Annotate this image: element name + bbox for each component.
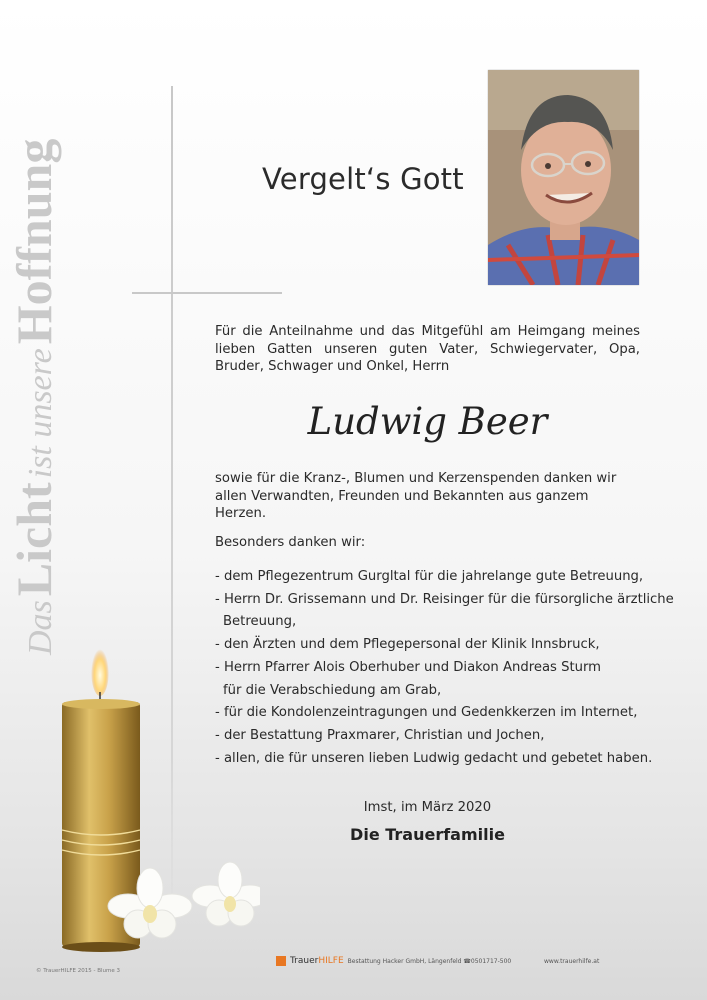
footer-copyright: © TrauerHILFE 2015 - Blume 3 [36, 968, 121, 974]
list-item: - allen, die für unseren lieben Ludwig gedacht und gebetet haben. [215, 750, 653, 766]
list-item: - den Ärzten und dem Pflegepersonal der Klinik Innsbruck, [215, 637, 600, 653]
logo-text [290, 956, 344, 966]
place-date: Imst, im März 2020 [363, 800, 492, 815]
vertical-motto [5, 139, 63, 655]
list-item: Betreuung, [223, 614, 297, 630]
list-item: - dem Pflegezentrum Gurgltal für die jahrelange gute Betreuung, [215, 569, 644, 584]
list-item: - für die Kondolenzeintragungen und Gedenkkerzen im Internet, [215, 705, 638, 721]
logo-word-b: HILFE [318, 956, 344, 966]
cross-horizontal-line [132, 292, 282, 294]
logo-word-a: Trauer [290, 956, 319, 966]
motto-ist-unsere: ist unsere [22, 348, 59, 479]
motto-das: Das [22, 600, 59, 655]
besonders-heading: Besonders danken wir: [215, 535, 366, 550]
deceased-name: Ludwig Beer [307, 400, 548, 443]
trauerhilfe-logo-icon [276, 956, 286, 966]
publisher-text: Bestattung Hacker GmbH, Längenfeld ☎0501717-500 [347, 957, 512, 965]
list-item: - der Bestattung Praxmarer, Christian und Jochen, [215, 727, 545, 743]
portrait-icon [488, 70, 639, 285]
motto-hoffnung: Hoffnung [6, 138, 62, 345]
footer-publisher [276, 955, 511, 967]
footer-website[interactable]: www.trauerhilfe.at [544, 957, 600, 965]
thanks-text: sowie für die Kranz-, Blumen und Kerzenspenden danken wir allen Verwandten, Freunden und Bekannten aus ganzem Herzen. [215, 471, 617, 521]
candle-icon [40, 640, 260, 960]
intro-text: Für die Anteilnahme und das Mitgefühl am Heimgang meines lieben Gatten unseren guten Vater, Schwiegervater, Opa, Bruder, Schwager und Onkel, Herrn [215, 324, 640, 374]
candle-illustration [40, 640, 170, 960]
list-item: - Herrn Pfarrer Alois Oberhuber und Diakon Andreas Sturm [215, 659, 602, 675]
page-title: Vergelt‘s Gott [262, 162, 464, 196]
signature: Die Trauerfamilie [350, 825, 505, 844]
list-item: - Herrn Dr. Grissemann und Dr. Reisinger für die fürsorgliche ärztliche [215, 591, 674, 607]
motto-licht: Licht [6, 482, 62, 597]
list-item: für die Verabschiedung am Grab, [223, 682, 442, 698]
portrait-photo [488, 70, 639, 285]
thanks-list [215, 566, 674, 770]
